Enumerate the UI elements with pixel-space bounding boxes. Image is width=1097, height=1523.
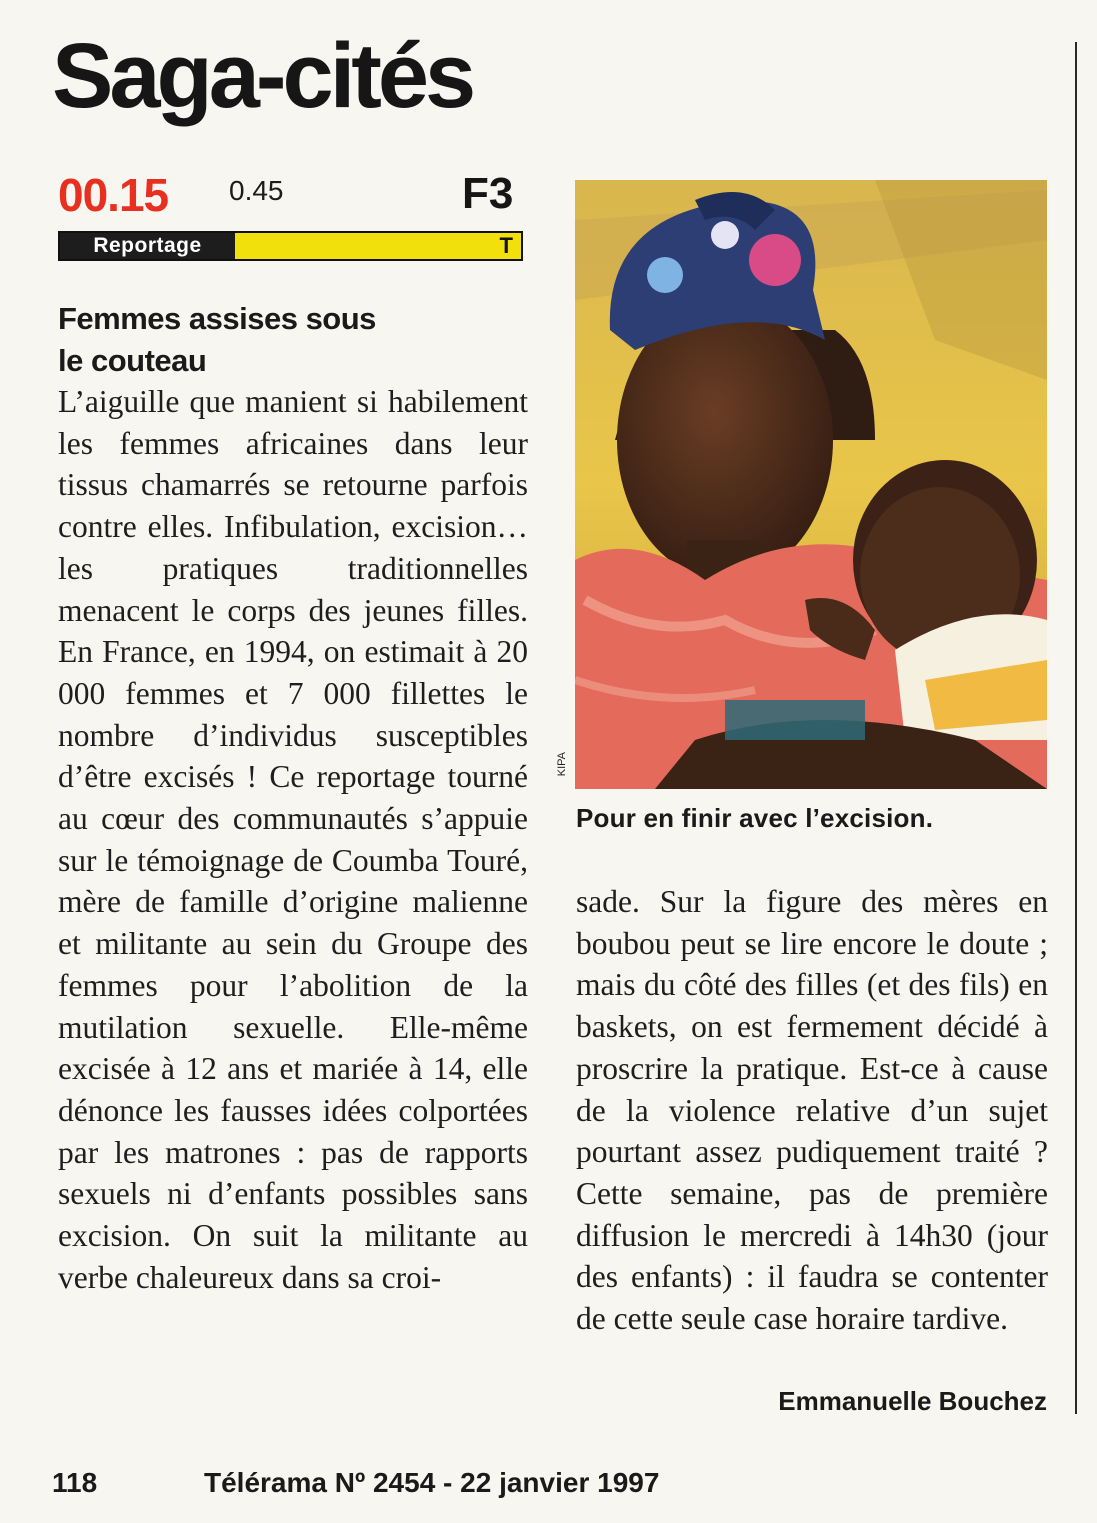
- page-footer: [52, 1467, 659, 1499]
- article-author: Emmanuelle Bouchez: [778, 1386, 1047, 1416]
- publication-info: Télérama Nº 2454 - 22 janvier 1997: [204, 1467, 660, 1498]
- photo-credit: KIPA: [556, 752, 568, 777]
- column-rule: [1075, 42, 1077, 1414]
- end-time: 0.45: [229, 175, 284, 206]
- rubric-title: Saga-cités: [52, 25, 473, 127]
- page-number: 118: [52, 1467, 98, 1498]
- rating-badge: T: [235, 233, 521, 259]
- article-photo: [575, 180, 1047, 789]
- mother-child-photo-illustration: [575, 180, 1047, 789]
- article-headline: Femmes assises sous le couteau: [58, 301, 376, 378]
- article-body-column-1: L’aiguille que manient si habilement les femmes africaines dans leur tissus chamarrés se retourne parfois contre elles. Infibulation, excision… les pratiques traditionnelles menacent le corps des jeunes filles. En France, en 1994, on estimait à 20 000 femmes et 7 000 fillettes le nombre d’individus susceptibles d’être excisés ! Ce reportage tourné au cœur des communautés s’appuie sur le témoignage de Coumba Touré, mère de famille d’origine malienne et militante au sein du Groupe des femmes pour l’abolition de la mutilation sexuelle. Elle-même excisée à 12 ans et mariée à 14, elle dénonce les fausses idées colportées par les matrones : pas de rapports sexuels ni d’enfants possibles sans excision. On suit la militante au verbe chaleureux dans sa croi-: [58, 384, 528, 1295]
- genre-label: Reportage: [60, 233, 235, 259]
- photo-caption: Pour en finir avec l’excision.: [576, 803, 934, 833]
- genre-bar: [58, 231, 523, 261]
- start-time: 00.15: [58, 169, 169, 221]
- article-body-column-2: sade. Sur la figure des mères en boubou peut se lire encore le doute ; mais du côté des filles (et des fils) en baskets, on est fermement décidé à proscrire la pratique. Est-ce à cause de la violence relative d’un sujet pourtant assez pudiquement traité ? Cette semaine, pas de première diffusion le mercredi à 14h30 (jour des enfants) : il faudra se contenter de cette seule case horaire tardive.: [576, 884, 1048, 1337]
- channel-label: F3: [462, 169, 514, 218]
